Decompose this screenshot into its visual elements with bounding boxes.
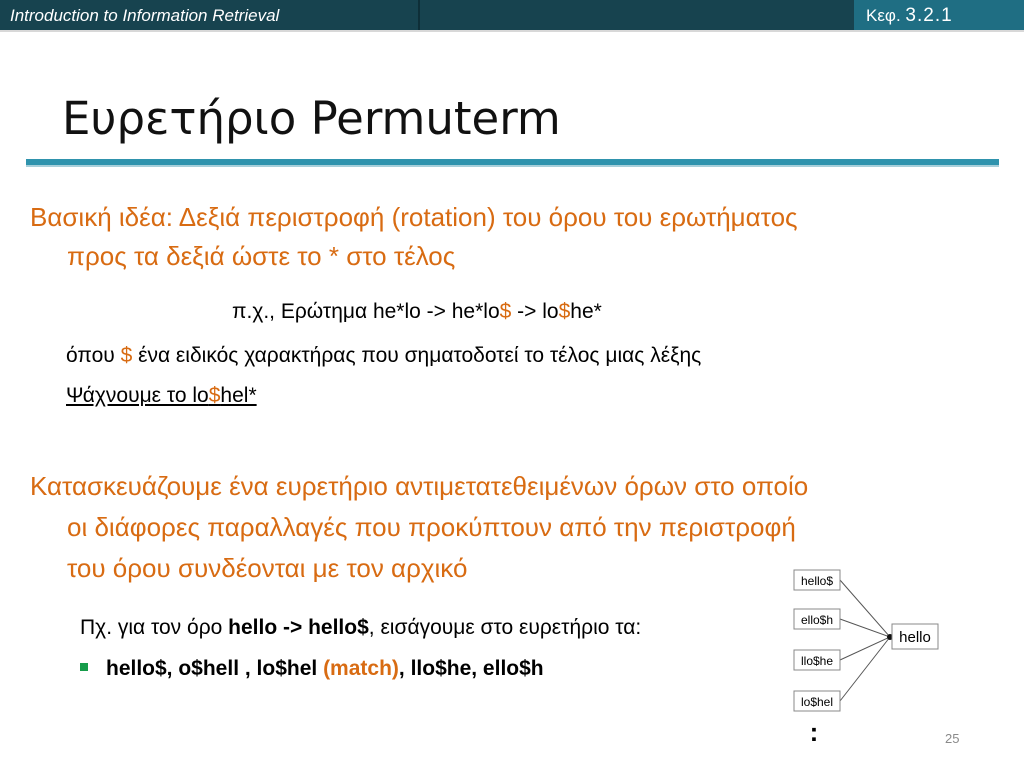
- rotation-node: [794, 691, 840, 711]
- course-title: Introduction to Information Retrieval: [10, 6, 280, 25]
- rotation-label: ello$h: [800, 613, 834, 627]
- header-divider: [418, 0, 420, 32]
- rotation-example: [232, 300, 602, 324]
- rotation-label: llo$he: [800, 654, 834, 668]
- rotation-label: lo$hel: [800, 695, 834, 709]
- header-bar: [0, 0, 1024, 32]
- example2-suffix: , εισάγουμε στο ευρετήριο τα:: [368, 616, 642, 639]
- search-suffix: hel*: [220, 384, 257, 407]
- dollar-symbol: $: [558, 300, 571, 323]
- rotations-list-part2: , llo$he, ello$h: [398, 657, 544, 680]
- example2-prefix: Πχ. για τον όρο: [80, 616, 229, 639]
- target-label: hello: [899, 629, 931, 646]
- square-bullet-icon: [80, 663, 88, 671]
- search-query: [66, 384, 257, 408]
- link-line: [840, 637, 890, 701]
- dollar-explanation: [66, 344, 701, 368]
- insertion-example: [80, 616, 641, 640]
- where-suffix: ένα ειδικός χαρακτήρας που σηματοδοτεί το τέλος μιας λέξης: [132, 344, 702, 367]
- example-middle: -> lo: [511, 300, 559, 323]
- example2-term: hello -> hello$: [228, 616, 369, 639]
- rotation-label: hello$: [800, 574, 834, 588]
- match-label: (match): [323, 657, 399, 680]
- rotation-links: [840, 580, 890, 701]
- rotations-bullet: [80, 657, 544, 681]
- example-prefix: π.χ., Ερώτημα he*lo -> he*lo: [232, 300, 500, 323]
- construction-line-2: οι διάφορες παραλλαγές που προκύπτουν από την περιστροφή: [67, 512, 796, 542]
- dollar-symbol: $: [120, 344, 133, 367]
- more-rotations-ellipsis: :: [809, 717, 819, 747]
- chapter-reference: [866, 5, 953, 27]
- target-node: [892, 624, 938, 649]
- rotation-node: [794, 570, 840, 590]
- construction-line-1: Κατασκευάζουμε ένα ευρετήριο αντιμετατεθειμένων όρων στο οποίο: [30, 471, 809, 501]
- page-number: 25: [945, 731, 960, 746]
- search-prefix: Ψάχνουμε το lo: [66, 384, 209, 407]
- where-prefix: όπου: [66, 344, 121, 367]
- header-bottom-line: [0, 30, 1024, 32]
- permuterm-diagram: [780, 560, 980, 750]
- rotation-node: [794, 650, 840, 670]
- example-suffix: he*: [570, 300, 602, 323]
- link-line: [840, 637, 890, 660]
- title-rule-shadow: [26, 165, 999, 167]
- chapter-number: 3.2.1: [905, 5, 953, 26]
- construction-line-3: του όρου συνδέονται με τον αρχικό: [67, 553, 468, 583]
- basic-idea-line-2: προς τα δεξιά ώστε το * στο τέλος: [67, 241, 456, 271]
- slide-title: Ευρετήριο Permuterm: [62, 92, 561, 145]
- chapter-label: Κεφ.: [866, 6, 901, 25]
- rotations-list-part1: hello$, o$hell , lo$hel: [106, 657, 324, 680]
- dollar-symbol: $: [499, 300, 512, 323]
- dollar-symbol: $: [208, 384, 221, 407]
- rotation-node: [794, 609, 840, 629]
- basic-idea-paragraph: [30, 198, 1000, 276]
- basic-idea-line-1: Βασική ιδέα: Δεξιά περιστροφή (rotation) του όρου του ερωτήματος: [30, 202, 798, 232]
